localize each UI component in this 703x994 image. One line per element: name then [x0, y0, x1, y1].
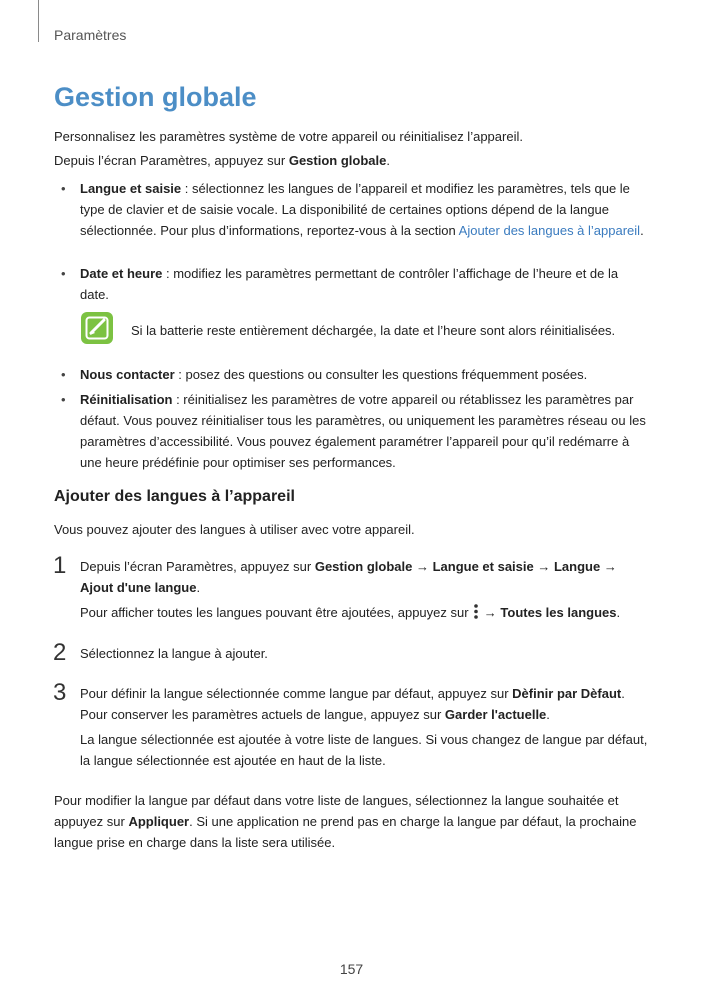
link-ajouter-langues[interactable]: Ajouter des langues à l’appareil	[458, 223, 641, 238]
footer-paragraph	[54, 790, 654, 853]
intro-line-2-end: .	[386, 153, 390, 168]
section-intro: Vous pouvez ajouter des langues à utiliser avec votre appareil.	[54, 522, 415, 537]
bullet-reset-text: : réinitialisez les paramètres de votre appareil ou rétablissez les paramètres par défaut. Vous pouvez réinitialiser tous les paramètres, ou uniquement les paramètres réseau ou les paramètres d’accessibilité. Vous pouvez également paramétrer l’appareil pour qu’il redémarre à une heure prédéfinie pour optimiser ses performances.	[80, 392, 646, 470]
bullet-langue-title: Langue et saisie	[80, 181, 182, 196]
header-rule	[38, 0, 39, 42]
intro-line-2-bold: Gestion globale	[288, 153, 387, 168]
step-3-bold-2: Garder l'actuelle	[444, 707, 547, 722]
step-1-arrow-1: →	[412, 559, 433, 574]
step-3-bold-1: Dèfinir par Dèfaut	[512, 686, 622, 701]
bullet-glyph: •	[61, 367, 66, 382]
bullet-contact	[80, 364, 650, 385]
step-1-text	[80, 556, 650, 598]
bullet-date-text: : modifiez les paramètres permettant de contrôler l’affichage de l’heure et de la date.	[80, 266, 619, 302]
step-1-pre: Depuis l’écran Paramètres, appuyez sur	[80, 559, 315, 574]
bullet-contact-title: Nous contacter	[80, 367, 175, 382]
intro-line-2-text: Depuis l’écran Paramètres, appuyez sur	[54, 153, 289, 168]
bullet-date	[80, 263, 650, 305]
bullet-langue-end: .	[640, 223, 644, 238]
step-2-text: Sélectionnez la langue à ajouter.	[80, 646, 268, 661]
step-1-end: .	[196, 580, 201, 595]
bullet-date-title: Date et heure	[80, 266, 163, 281]
step-1-bold-3: Langue	[553, 559, 601, 574]
step-3-mid: . Pour conserver les paramètres actuels de langue, appuyez sur	[80, 686, 625, 722]
step-number-1: 1	[53, 552, 67, 579]
bullet-langue-text: : sélectionnez les langues de l’appareil et modifiez les paramètres, tels que le type de clavier et de saisie vocale. La disponibilité de certaines options dépend de la langue sélectionnée. Pour plus d’informations, reportez-vous à la section	[80, 181, 630, 238]
step-1-arrow-3: →	[600, 559, 617, 574]
section-heading: Ajouter des langues à l’appareil	[54, 488, 295, 505]
step-1-sub-arrow: →	[480, 605, 501, 620]
step-1-sub-pre: Pour afficher toutes les langues pouvant être ajoutées, appuyez sur	[80, 605, 473, 620]
bullet-glyph: •	[61, 392, 66, 407]
step-1-bold-2: Langue et saisie	[432, 559, 534, 574]
page-number: 157	[339, 961, 364, 977]
bullet-glyph: •	[61, 266, 66, 281]
note-pencil-icon	[80, 311, 114, 345]
step-1-sub-end: .	[616, 605, 621, 620]
page-title: Gestion globale	[54, 82, 257, 112]
footer-post: . Si une application ne prend pas en charge la langue par défaut, la prochaine langue prise en charge dans la liste sera utilisée.	[54, 814, 637, 850]
more-options-icon	[473, 604, 479, 619]
intro-line-1: Personnalisez les paramètres système de votre appareil ou réinitialisez l’appareil.	[54, 129, 523, 144]
step-1-bold-1: Gestion globale	[314, 559, 413, 574]
step-3-subtext: La langue sélectionnée est ajoutée à votre liste de langues. Si vous changez de langue par défaut, la langue sélectionnée est ajoutée en haut de la liste.	[80, 732, 648, 768]
step-number-3: 3	[53, 679, 67, 706]
intro-line-2	[54, 150, 390, 171]
bullet-glyph: •	[61, 181, 66, 196]
footer-bold: Appliquer	[128, 814, 190, 829]
step-1-subtext	[80, 602, 650, 623]
step-3-text	[80, 683, 650, 725]
footer-pre: Pour modifier la langue par défaut dans votre liste de langues, sélectionnez la langue souhaitée et appuyez sur	[54, 793, 619, 829]
bullet-langue	[80, 178, 650, 241]
bullet-reset	[80, 389, 650, 473]
section-header: Paramètres	[54, 27, 127, 43]
step-1-arrow-2: →	[533, 559, 554, 574]
note-text: Si la batterie reste entièrement déchargée, la date et l’heure sont alors réinitialisées.	[131, 323, 616, 338]
step-number-2: 2	[53, 639, 67, 666]
step-3-end: .	[546, 707, 550, 722]
step-1-bold-4: Ajout d'une langue	[80, 580, 197, 595]
bullet-reset-title: Réinitialisation	[80, 392, 173, 407]
step-1-sub-bold: Toutes les langues	[500, 605, 617, 620]
bullet-contact-text: : posez des questions ou consulter les questions fréquemment posées.	[174, 367, 588, 382]
step-3-pre: Pour définir la langue sélectionnée comme langue par défaut, appuyez sur	[80, 686, 513, 701]
